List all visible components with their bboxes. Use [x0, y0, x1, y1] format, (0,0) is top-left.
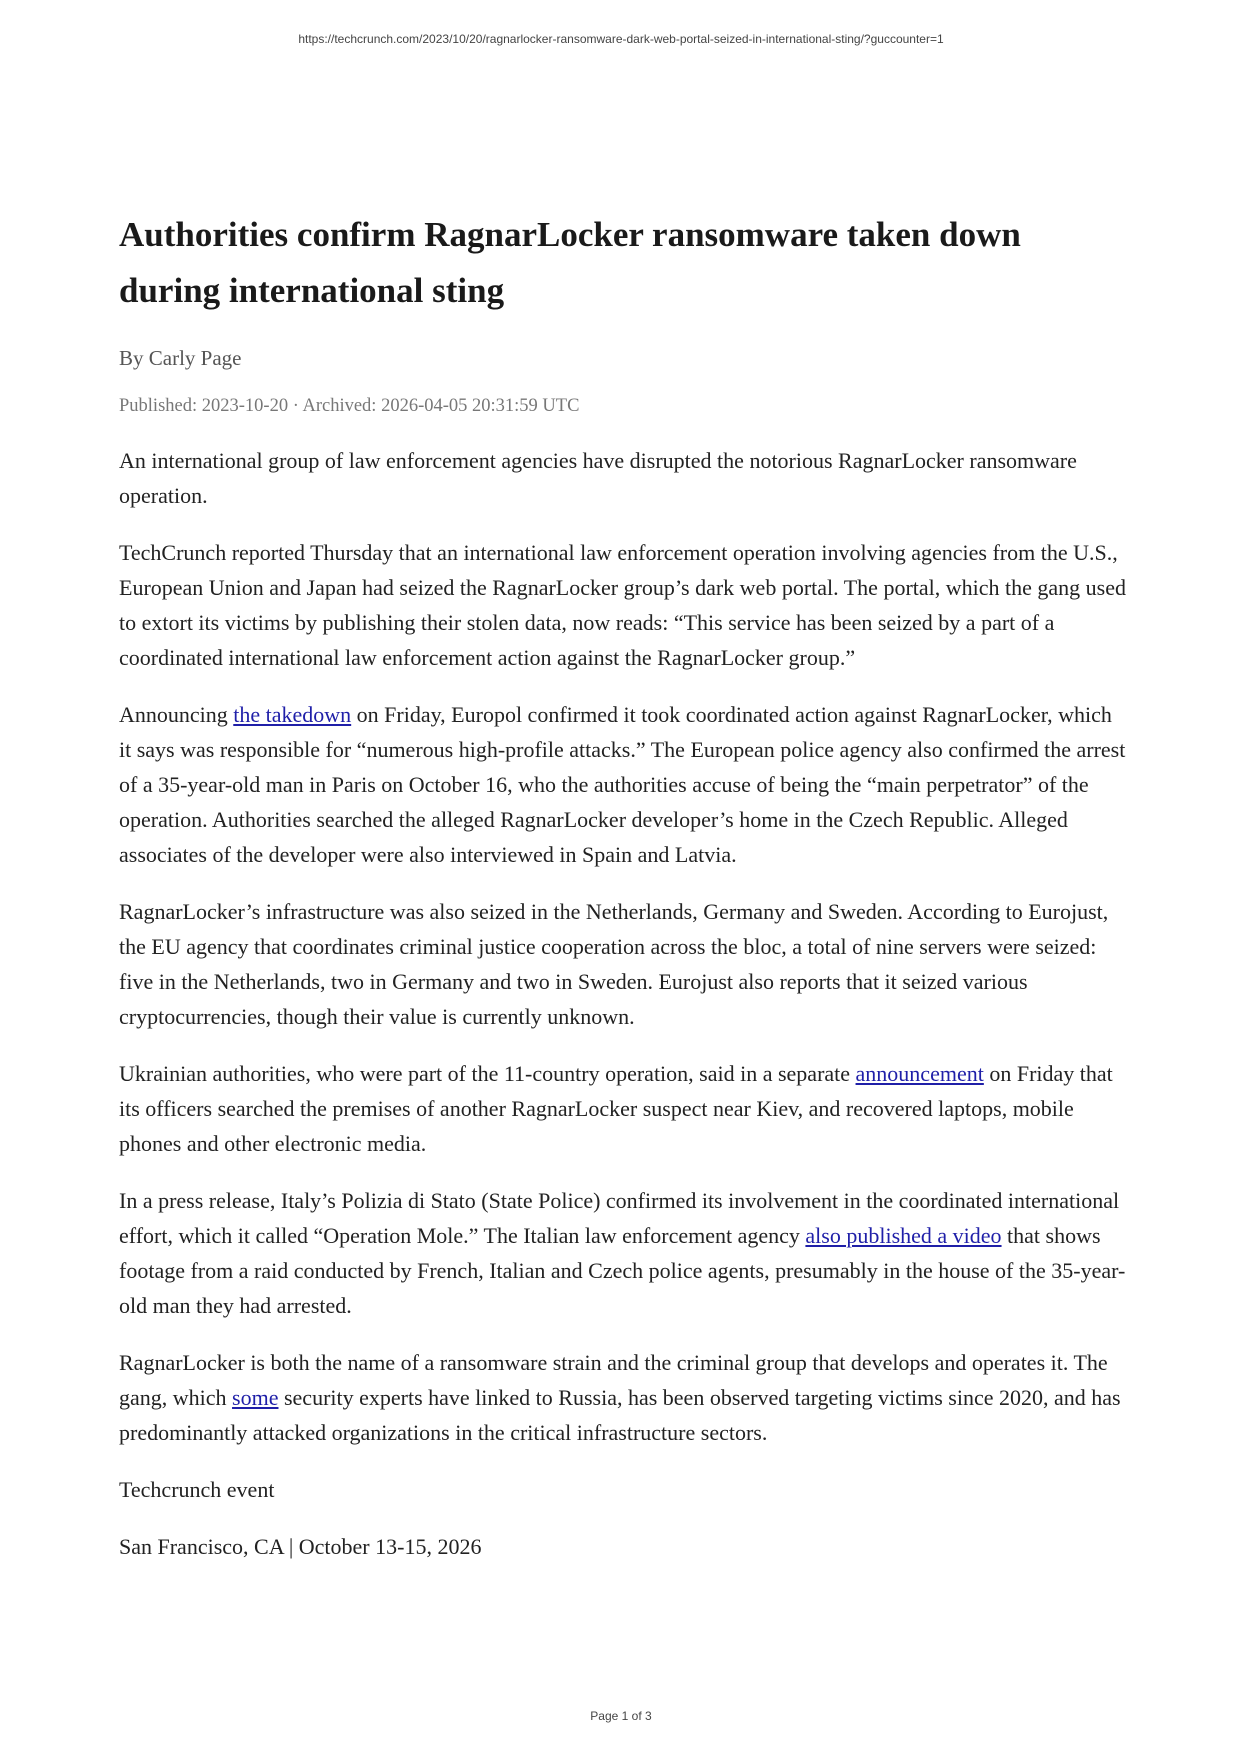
- line-text: Announcing: [119, 702, 234, 727]
- published-date: 2023-10-20: [201, 396, 289, 416]
- line-text: on Friday that: [983, 1061, 1113, 1086]
- event-label: [119, 1472, 1123, 1507]
- paragraph-line: operation. Authorities searched the alleged RagnarLocker developer’s home in the Czech Republic. Alleged: [119, 807, 1068, 832]
- video-link[interactable]: also published a video: [805, 1223, 1002, 1248]
- published-label: Published:: [119, 396, 202, 416]
- paragraph-line: An international group of law enforcement agencies have disrupted the notorious RagnarLocker ransomware: [119, 448, 1077, 473]
- paragraph-line: it says was responsible for “numerous high-profile attacks.” The European police agency also confirmed the arrest: [119, 737, 1126, 762]
- paragraph-line: cryptocurrencies, though their value is currently unknown.: [119, 1004, 635, 1029]
- paragraph-line: of a 35-year-old man in Paris on October 16, who the authorities accuse of being the “main perpetrator” of the: [119, 772, 1089, 797]
- paragraph-line: European Union and Japan had seized the RagnarLocker group’s dark web portal. The portal, which the gang used: [119, 575, 1126, 600]
- line-text: gang, which: [119, 1385, 233, 1410]
- article-paragraph: [119, 443, 1123, 513]
- article-paragraph: [119, 1183, 1126, 1323]
- paragraph-line: [119, 1380, 1123, 1415]
- paragraph-line: [119, 697, 1123, 732]
- article-paragraph: [119, 1056, 1123, 1161]
- paragraph-line: RagnarLocker is both the name of a ransomware strain and the criminal group that develops and operates it. The: [119, 1350, 1108, 1375]
- archived-label: Archived:: [302, 396, 382, 416]
- paragraph-line: the EU agency that coordinates criminal justice cooperation across the bloc, a total of nine servers were seized:: [119, 934, 1097, 959]
- paragraph-line: five in the Netherlands, two in Germany and two in Sweden. Eurojust also reports that it seized various: [119, 969, 1028, 994]
- line-text: Ukrainian authorities, who were part of the 11-country operation, said in a separate: [119, 1061, 856, 1086]
- paragraph-line: operation.: [119, 483, 208, 508]
- article-paragraph: [119, 697, 1126, 872]
- article-dates: [119, 392, 1123, 420]
- takedown-link[interactable]: the takedown: [233, 702, 352, 727]
- announcement-link[interactable]: announcement: [855, 1061, 984, 1086]
- archived-timestamp: 2026-04-05 20:31:59 UTC: [381, 396, 580, 416]
- event-details: [119, 1529, 1123, 1564]
- paragraph-line: [119, 1218, 1123, 1253]
- page-number: Page 1 of 3: [590, 1709, 652, 1723]
- line-text: on Friday, Europol confirmed it took coordinated action against RagnarLocker, which: [351, 702, 1112, 727]
- paragraph-line: its officers searched the premises of another RagnarLocker suspect near Kiev, and recovered laptops, mobile: [119, 1096, 1074, 1121]
- article-body: [119, 443, 1126, 1564]
- line-text: that shows: [1001, 1223, 1101, 1248]
- article-title: Authorities confirm RagnarLocker ransomware taken down during international sting: [119, 215, 1021, 310]
- article-byline: By Carly Page: [119, 346, 242, 370]
- paragraph-line: footage from a raid conducted by French, Italian and Czech police agents, presumably in the house of the 35-year-: [119, 1258, 1126, 1283]
- paragraph-line: associates of the developer were also interviewed in Spain and Latvia.: [119, 842, 737, 867]
- paragraph-line: [119, 1056, 1123, 1091]
- article-paragraph: [119, 894, 1123, 1034]
- line-text: effort, which it called “Operation Mole.” The Italian law enforcement agency: [119, 1223, 806, 1248]
- paragraph-line: predominantly attacked organizations in the critical infrastructure sectors.: [119, 1420, 768, 1445]
- line-text: security experts have linked to Russia, has been observed targeting victims since 2020, and has: [278, 1385, 1121, 1410]
- paragraph-line: coordinated international law enforcement action against the RagnarLocker group.”: [119, 645, 856, 670]
- paragraph-line: to extort its victims by publishing their stolen data, now reads: “This service has been seized by a part of a: [119, 610, 1055, 635]
- paragraph-line: In a press release, Italy’s Polizia di Stato (State Police) confirmed its involvement in the coordinated international: [119, 1188, 1120, 1213]
- paragraph-line: TechCrunch reported Thursday that an international law enforcement operation involving agencies from the U.S.,: [119, 540, 1118, 565]
- event-details-text: San Francisco, CA | October 13-15, 2026: [119, 1534, 482, 1559]
- article-paragraph: [119, 1345, 1123, 1450]
- page-url: https://techcrunch.com/2023/10/20/ragnarlocker-ransomware-dark-web-portal-seized-in-international-sting/?guccounter=1: [298, 32, 944, 46]
- paragraph-line: RagnarLocker’s infrastructure was also seized in the Netherlands, Germany and Sweden. According to Eurojust,: [119, 899, 1109, 924]
- event-label-text: Techcrunch event: [119, 1477, 275, 1502]
- paragraph-line: old man they had arrested.: [119, 1293, 352, 1318]
- some-link[interactable]: some: [232, 1385, 279, 1410]
- article-paragraph: [119, 535, 1126, 675]
- paragraph-line: phones and other electronic media.: [119, 1131, 427, 1156]
- article: [119, 207, 1126, 1586]
- date-separator: ·: [288, 396, 303, 416]
